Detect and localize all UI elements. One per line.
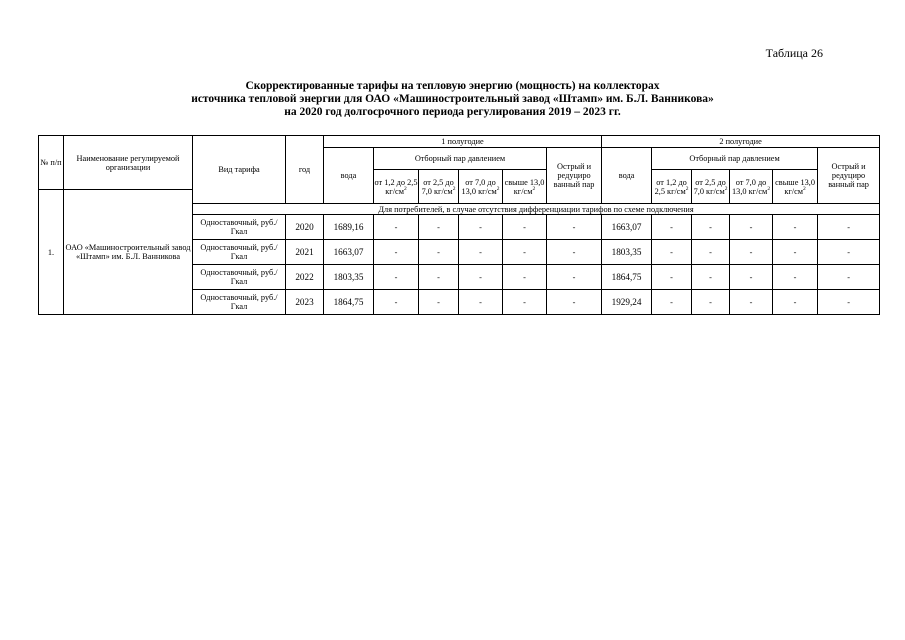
water-value-2: 1929,24 [602,290,652,315]
header-p1-1: от 1,2 до 2,5 $кг/см^2$ [374,170,419,204]
value-cell: - [419,265,459,290]
value-cell: - [652,240,692,265]
value-cell: - [547,290,602,315]
value-cell: - [692,240,730,265]
water-value-1: 1803,35 [324,265,374,290]
value-cell: - [652,265,692,290]
org-name: ОАО «Машиностроительный завод «Штамп» им. Б.Л. Ванникова [64,190,193,315]
value-cell: - [547,215,602,240]
header-sharp-steam-2: Острый и редуциро ванный пар [818,148,880,204]
value-cell: - [818,215,880,240]
year-cell: 2023 [286,290,324,315]
value-cell: - [818,290,880,315]
title-line-2: источника тепловой энергии для ОАО «Машиностроительный завод «Штамп» им. Б.Л. Ванникова» [191,93,714,105]
value-cell: - [419,290,459,315]
value-cell: - [730,290,773,315]
value-cell: - [374,290,419,315]
value-cell: - [730,215,773,240]
water-value-2: 1663,07 [602,215,652,240]
header-steam-pressure-2: Отборный пар давлением [652,148,818,170]
header-p3-1: от 7,0 до 13,0 $кг/см^2$ [459,170,503,204]
value-cell: - [652,215,692,240]
water-value-1: 1689,16 [324,215,374,240]
value-cell: - [692,215,730,240]
value-cell: - [547,240,602,265]
year-cell: 2021 [286,240,324,265]
header-half1: 1 полугодие [324,136,602,148]
value-cell: - [459,265,503,290]
header-water-1: вода [324,148,374,204]
header-p2-1: от 2,5 до 7,0 $кг/см^2$ [419,170,459,204]
value-cell: - [503,240,547,265]
value-cell: - [419,240,459,265]
header-tariff-type: Вид тарифа [193,136,286,204]
water-value-2: 1803,35 [602,240,652,265]
value-cell: - [773,265,818,290]
value-cell: - [459,240,503,265]
header-org: Наименование регулируемой организации [64,136,193,190]
header-p1-2: от 1,2 до 2,5 $кг/см^2$ [652,170,692,204]
water-value-2: 1864,75 [602,265,652,290]
header-year: год [286,136,324,204]
value-cell: - [818,265,880,290]
tariff-type-cell: Одноставочный, руб./Гкал [193,240,286,265]
header-steam-pressure-1: Отборный пар давлением [374,148,547,170]
header-p2-2: от 2,5 до 7,0 $кг/см^2$ [692,170,730,204]
value-cell: - [374,240,419,265]
value-cell: - [503,265,547,290]
value-cell: - [547,265,602,290]
tariff-type-cell: Одноставочный, руб./Гкал [193,265,286,290]
header-num: № п/п [39,136,64,190]
water-value-1: 1864,75 [324,290,374,315]
value-cell: - [730,265,773,290]
value-cell: - [374,215,419,240]
year-cell: 2022 [286,265,324,290]
header-water-2: вода [602,148,652,204]
value-cell: - [818,240,880,265]
header-half2: 2 полугодие [602,136,880,148]
header-p4-1: свыше 13,0 $кг/см^2$ [503,170,547,204]
value-cell: - [773,215,818,240]
row-num: 1. [39,190,64,315]
tariff-table [38,135,880,315]
value-cell: - [773,240,818,265]
value-cell: - [459,290,503,315]
header-p3-2: от 7,0 до 13,0 $кг/см^2$ [730,170,773,204]
tariff-type-cell: Одноставочный, руб./Гкал [193,215,286,240]
title-line-3: на 2020 год долгосрочного периода регулирования 2019 – 2023 гг. [284,106,621,118]
value-cell: - [503,215,547,240]
water-value-1: 1663,07 [324,240,374,265]
year-cell: 2020 [286,215,324,240]
value-cell: - [374,265,419,290]
section-label: Для потребителей, в случае отсутствия дифференциации тарифов по схеме подключения [193,204,880,215]
title-line-1: Скорректированные тарифы на тепловую энергию (мощность) на коллекторах [245,80,660,92]
table-number: Таблица 26 [765,46,823,60]
tariff-type-cell: Одноставочный, руб./Гкал [193,290,286,315]
value-cell: - [459,215,503,240]
value-cell: - [692,265,730,290]
value-cell: - [730,240,773,265]
value-cell: - [652,290,692,315]
value-cell: - [503,290,547,315]
value-cell: - [692,290,730,315]
header-p4-2: свыше 13,0 $кг/см^2$ [773,170,818,204]
header-sharp-steam-1: Острый и редуциро ванный пар [547,148,602,204]
value-cell: - [773,290,818,315]
page-title [0,80,905,119]
value-cell: - [419,215,459,240]
